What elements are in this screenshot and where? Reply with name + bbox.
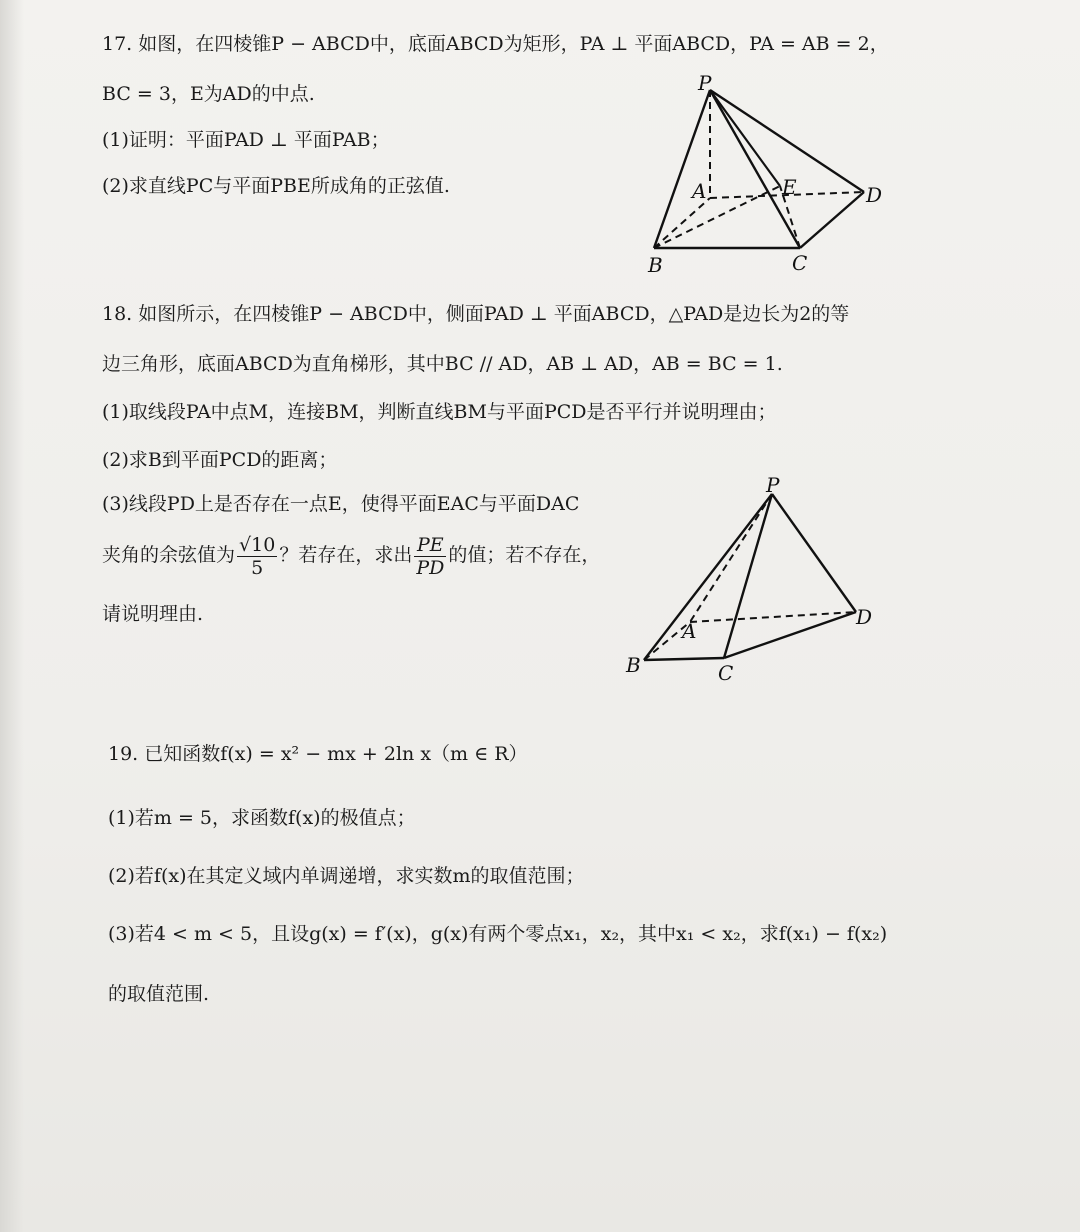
cos-value-denominator: 5 [251,556,264,579]
p17-part-1: (1)证明：平面PAD ⊥ 平面PAB； [102,129,390,151]
p19-part-3: (3)若4 < m < 5，且设g(x) = f′(x)，g(x)有两个零点x₁，x₂，其中x₁ < x₂，求f(x₁) − f(x₂) [108,923,888,945]
p18-part-3-line-3: 请说明理由. [102,603,204,625]
p17-label-p: P [698,71,712,95]
p17-part-2: (2)求直线PC与平面PBE所成角的正弦值. [102,175,450,197]
p18-text-mid: ？若存在，求出 [279,544,413,566]
cos-value-fraction [237,534,277,579]
p18-pyramid-figure [620,473,880,686]
p18-line-1: 18. 如图所示，在四棱锥P − ABCD中，侧面PAD ⊥ 平面ABCD，△PAD是边长为2的等 [102,303,850,325]
p18-line-2: 边三角形，底面ABCD为直角梯形，其中BC // AD，AB ⊥ AD，AB = BC = 1. [102,353,783,375]
p18-part-3: (3)线段PD上是否存在一点E，使得平面EAC与平面DAC [102,493,580,515]
p18-text-pre: 夹角的余弦值为 [102,544,236,566]
cos-value-numerator: √10 [239,533,276,556]
p18-label-p: P [766,473,780,497]
p17-line-2: BC = 3，E为AD的中点. [102,83,315,105]
p17-label-a: A [692,179,707,203]
pe-pd-denominator: PD [416,556,445,579]
p17-label-d: D [866,183,883,207]
p18-part-1: (1)取线段PA中点M，连接BM，判断直线BM与平面PCD是否平行并说明理由； [102,401,777,423]
p18-label-c: C [718,661,734,685]
page-edge-shadow [0,0,24,1232]
p19-line-1: 19. 已知函数f(x) = x² − mx + 2ln x（m ∈ R） [108,743,528,765]
p18-label-a: A [682,619,697,643]
p19-part-3-line-2: 的取值范围. [108,983,210,1005]
pe-pd-numerator: PE [414,534,446,557]
p18-label-b: B [626,653,641,677]
p19-part-2: (2)若f(x)在其定义域内单调递增，求实数m的取值范围； [108,865,585,887]
p17-line-1: 17. 如图，在四棱锥P − ABCD中，底面ABCD为矩形，PA ⊥ 平面ABCD，PA = AB = 2， [102,33,889,55]
p17-label-b: B [648,253,663,277]
p18-part-2: (2)求B到平面PCD的距离； [102,449,338,471]
p17-label-e: E [782,175,797,199]
pe-pd-fraction [414,534,446,579]
p17-label-c: C [792,251,808,275]
p18-text-post: 的值；若不存在， [448,544,601,566]
p19-part-1: (1)若m = 5，求函数f(x)的极值点； [108,807,416,829]
p17-pyramid-figure [640,71,883,278]
p18-part-3-line-2 [102,530,600,580]
p18-label-d: D [856,605,873,629]
